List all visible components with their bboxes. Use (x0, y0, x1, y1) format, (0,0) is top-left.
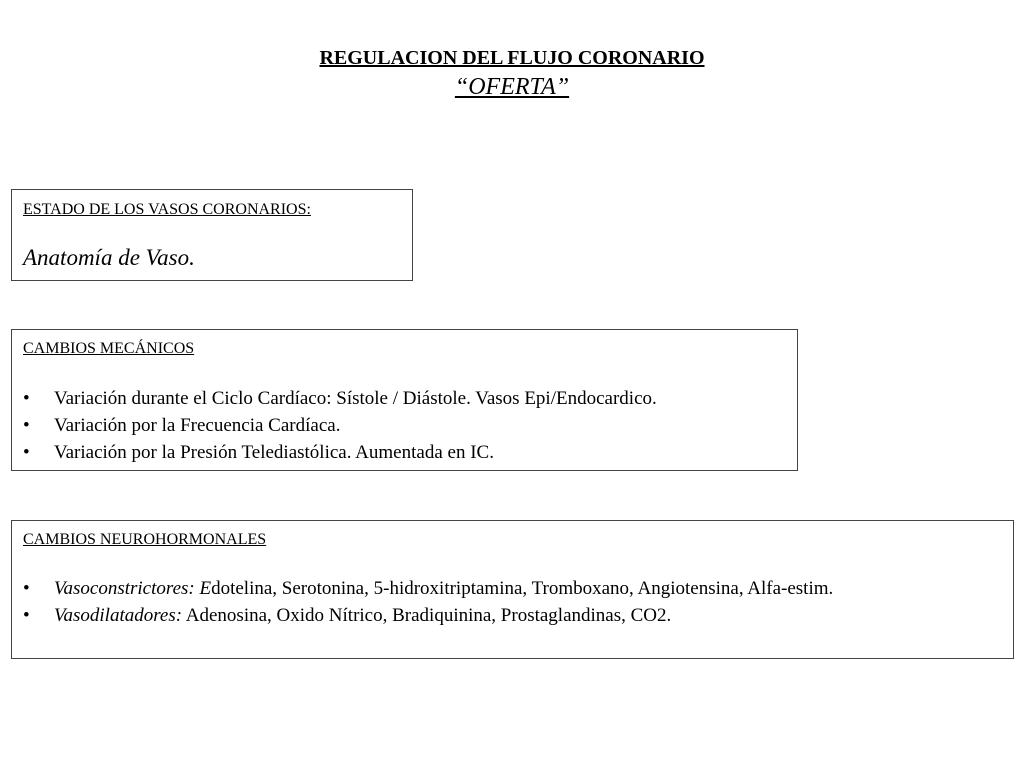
cambios-mecanicos-box (11, 329, 798, 471)
list-item (23, 602, 833, 629)
list-item-text: Variación por la Presión Telediastólica. Aumentada en IC. (54, 442, 494, 463)
list-item (23, 412, 657, 439)
slide-title (0, 44, 1024, 102)
list-item-lead: Vasoconstrictores: E (54, 578, 212, 599)
list-item (23, 385, 657, 412)
list-item (23, 439, 657, 466)
bullet-icon: • (23, 388, 30, 409)
bullet-icon: • (23, 442, 30, 463)
list-item-text: Variación por la Frecuencia Cardíaca. (54, 415, 341, 436)
estado-vasos-body: Anatomía de Vaso. (23, 245, 195, 270)
estado-vasos-heading: ESTADO DE LOS VASOS CORONARIOS: (23, 201, 311, 218)
cambios-neurohormonales-box (11, 520, 1014, 659)
cambios-neurohormonales-heading: CAMBIOS NEUROHORMONALES (23, 531, 267, 548)
title-main: REGULACION DEL FLUJO CORONARIO (319, 47, 705, 69)
title-subtitle: “OFERTA” (454, 74, 570, 100)
estado-vasos-box (11, 189, 413, 281)
list-item-text: Adenosina, Oxido Nítrico, Bradiquinina, Prostaglandinas, CO2. (182, 605, 672, 626)
bullet-icon: • (23, 605, 30, 626)
list-item-text: dotelina, Serotonina, 5-hidroxitriptamina, Tromboxano, Angiotensina, Alfa-estim. (211, 578, 834, 599)
list-item-lead: Vasodilatadores: (54, 605, 183, 626)
bullet-icon: • (23, 415, 30, 436)
list-item (23, 575, 833, 602)
cambios-neurohormonales-list (23, 575, 833, 629)
list-item-text: Variación durante el Ciclo Cardíaco: Sístole / Diástole. Vasos Epi/Endocardico. (54, 388, 657, 409)
bullet-icon: • (23, 578, 30, 599)
cambios-mecanicos-list (23, 385, 657, 466)
cambios-mecanicos-heading: CAMBIOS MECÁNICOS (23, 340, 195, 357)
